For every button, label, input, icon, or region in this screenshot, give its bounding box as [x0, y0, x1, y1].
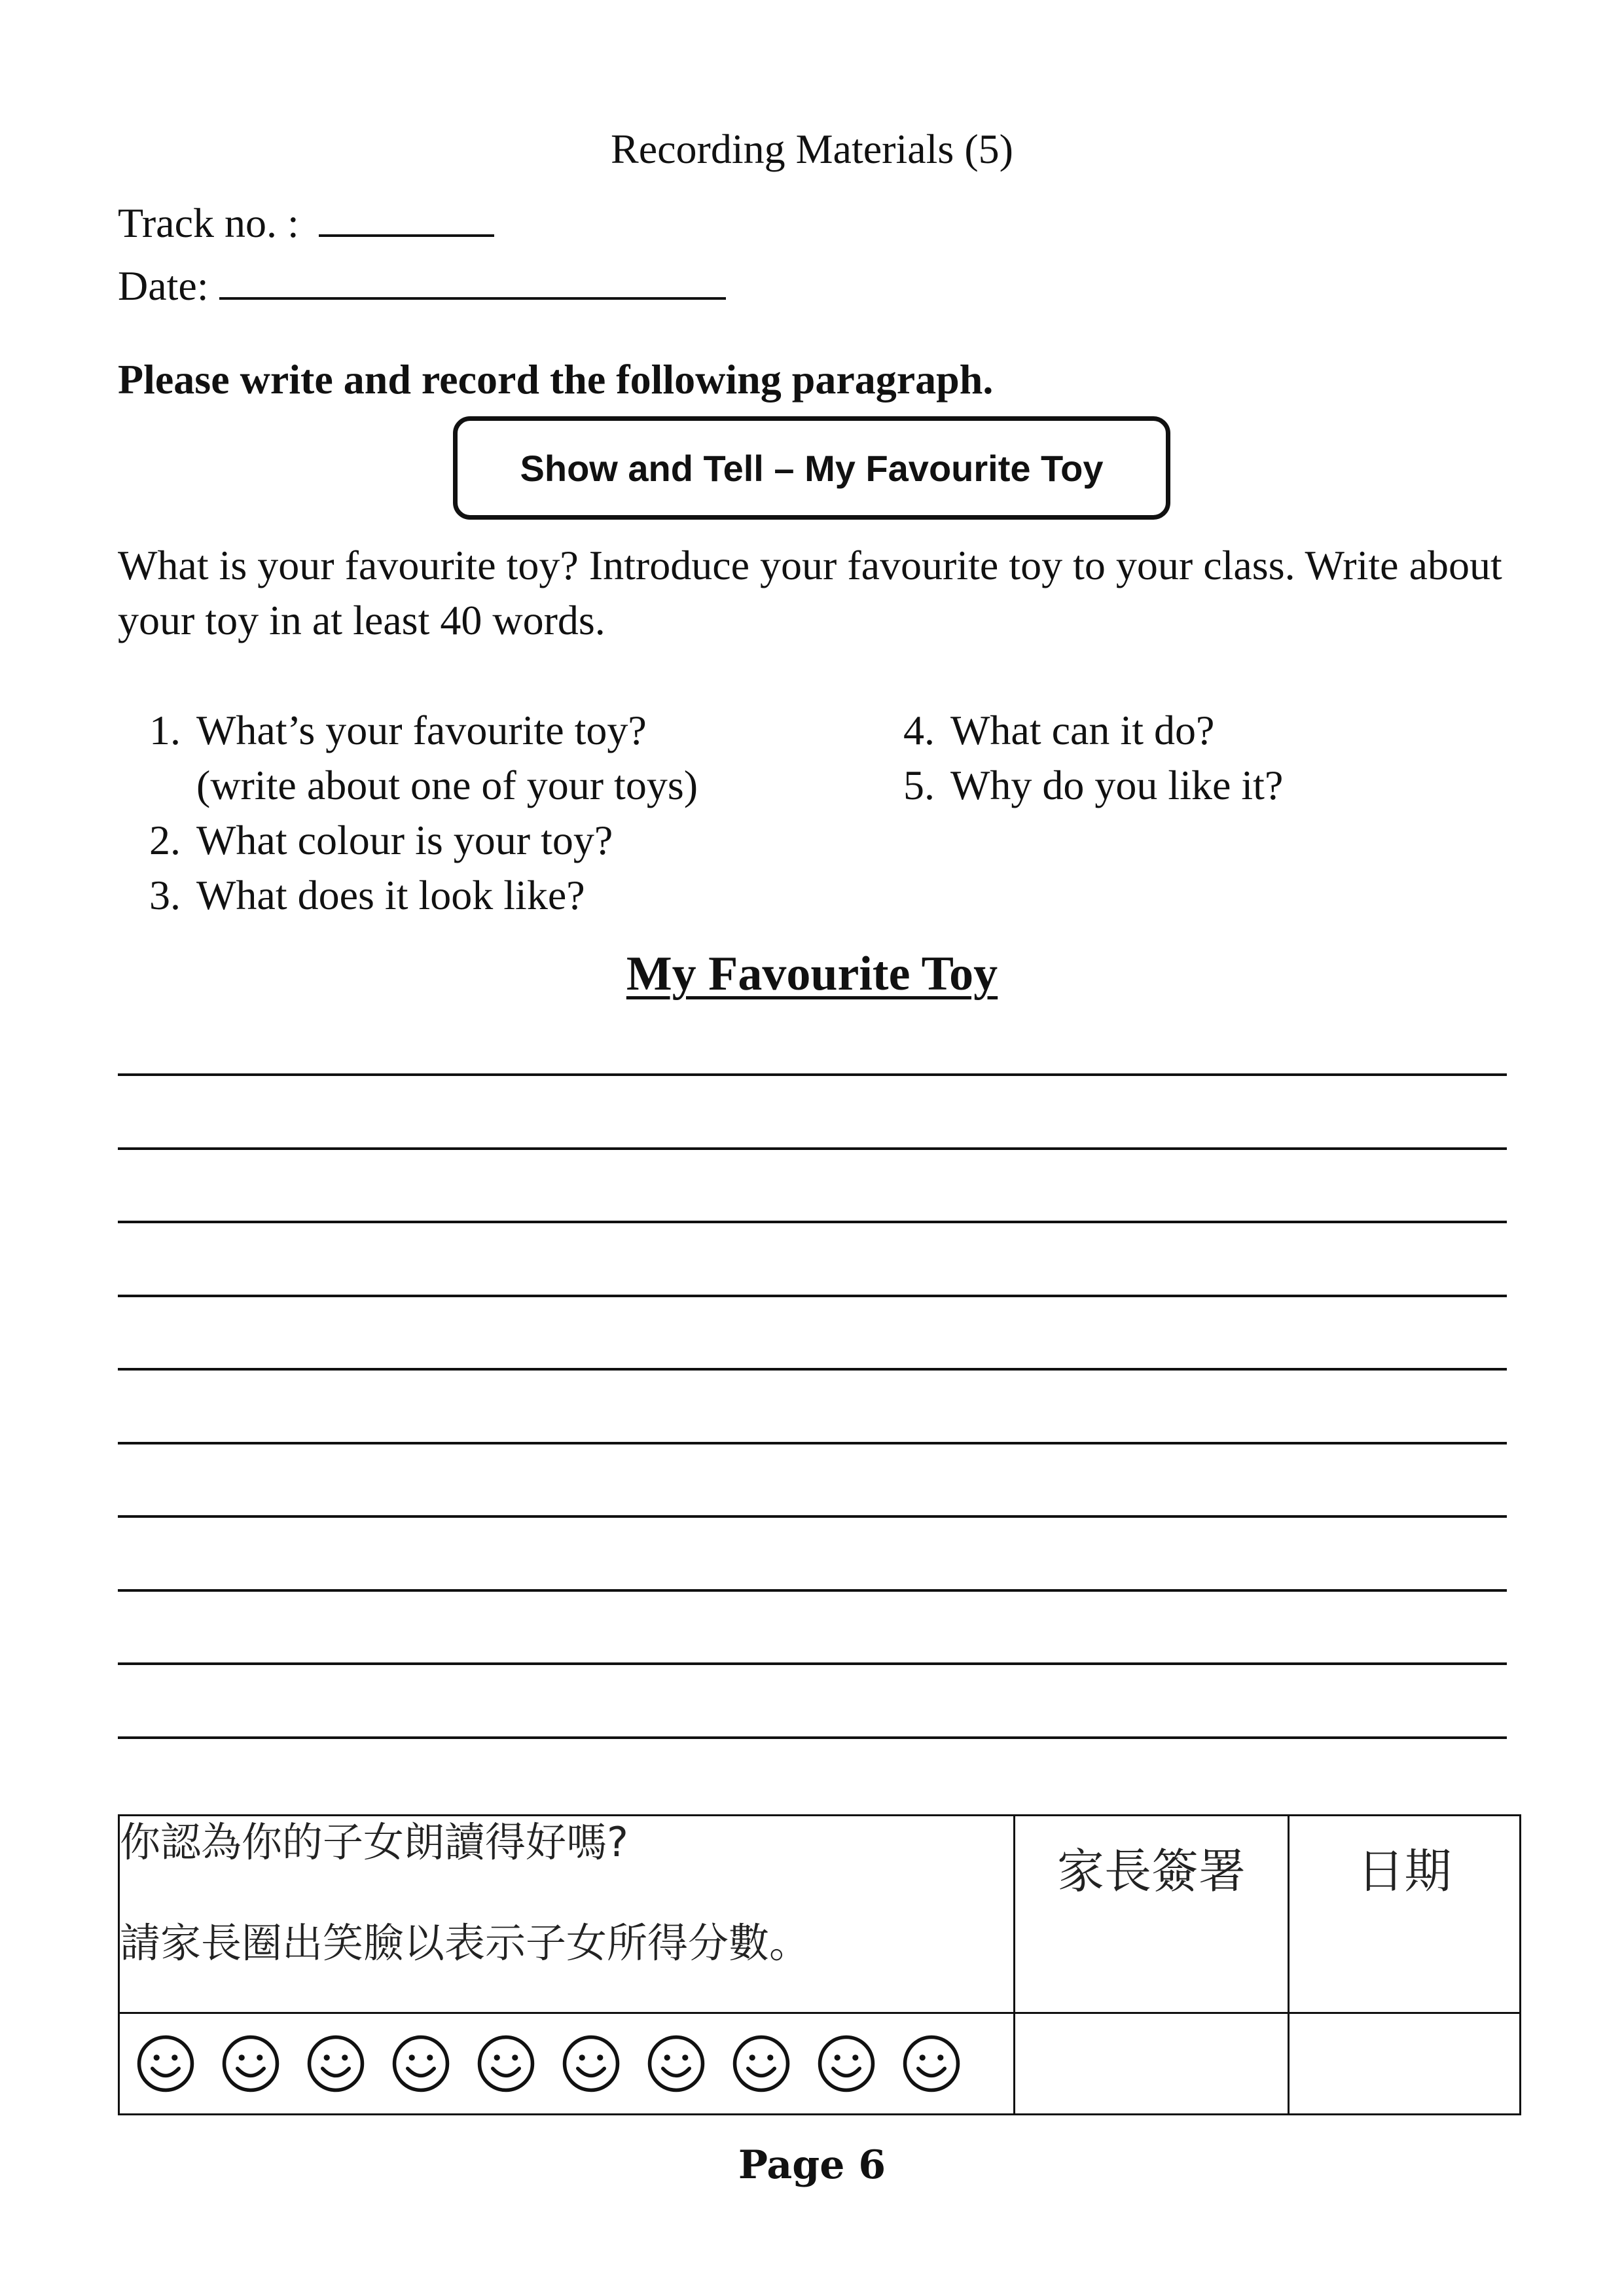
writing-line[interactable]: [118, 1295, 1507, 1297]
date-field: [118, 257, 726, 312]
question-text: What does it look like?: [196, 872, 585, 918]
question-number: 2.: [149, 817, 181, 863]
topic-box: [453, 416, 1170, 520]
parent-signature-table: [118, 1814, 1521, 2115]
date-cell[interactable]: [1289, 2013, 1521, 2115]
smiley-face-icon[interactable]: [476, 2034, 536, 2094]
question-number: 1.: [149, 707, 181, 753]
question-text: Why do you like it?: [950, 762, 1284, 808]
smiley-face-icon[interactable]: [901, 2034, 962, 2094]
question-number: 3.: [149, 872, 181, 918]
question-text: What can it do?: [950, 707, 1215, 753]
writing-line[interactable]: [118, 1221, 1507, 1223]
date-input-line[interactable]: [219, 257, 726, 300]
track-number-field: [118, 194, 494, 249]
essay-title: My Favourite Toy: [626, 947, 998, 1001]
question-text: What’s your favourite toy?: [196, 707, 647, 753]
track-number-label: Track no. :: [118, 200, 299, 246]
topic-box-label: Show and Tell – My Favourite Toy: [520, 447, 1104, 489]
writing-line[interactable]: [118, 1368, 1507, 1371]
question-item-1: [118, 703, 647, 758]
smiley-face-icon[interactable]: [306, 2034, 366, 2094]
question-item-4: [872, 703, 1214, 758]
question-number: 5.: [903, 762, 935, 808]
question-text: What colour is your toy?: [196, 817, 613, 863]
question-number: 4.: [903, 707, 935, 753]
page-number: Page 6: [738, 2142, 886, 2188]
track-number-input-line[interactable]: [319, 194, 494, 237]
smiley-face-icon[interactable]: [135, 2034, 196, 2094]
writing-line[interactable]: [118, 1147, 1507, 1150]
writing-line[interactable]: [118, 1736, 1507, 1739]
signature-cell[interactable]: [1015, 2013, 1289, 2115]
page-title: Recording Materials (5): [611, 126, 1013, 172]
smiley-face-icon[interactable]: [816, 2034, 876, 2094]
smiley-face-icon[interactable]: [731, 2034, 791, 2094]
question-item-2: [118, 813, 613, 868]
smiley-face-icon[interactable]: [221, 2034, 281, 2094]
prompt-text: What is your favourite toy? Introduce your favourite toy to your class. Write about your toy in at least 40 words.: [118, 542, 1502, 643]
question-item-1-note: (write about one of your toys): [196, 762, 698, 808]
signature-header: 家長簽署: [1015, 1816, 1289, 2013]
parent-question-cell: [119, 1816, 1015, 2013]
smiley-rating-row: [119, 2013, 1015, 2115]
question-item-5: [872, 758, 1283, 813]
writing-line[interactable]: [118, 1589, 1507, 1592]
smiley-face-icon[interactable]: [561, 2034, 621, 2094]
smiley-face-icon[interactable]: [646, 2034, 706, 2094]
writing-line[interactable]: [118, 1515, 1507, 1518]
date-label: Date:: [118, 262, 209, 309]
writing-line[interactable]: [118, 1662, 1507, 1665]
parent-question-text: 你認為你的子女朗讀得好嗎?: [120, 1818, 628, 1866]
parent-instruction-text: 請家長圈出笑臉以表示子女所得分數。: [120, 1919, 810, 1967]
instruction-text: Please write and record the following paragraph.: [118, 356, 994, 403]
writing-line[interactable]: [118, 1073, 1507, 1076]
date-header: 日期: [1289, 1816, 1521, 2013]
question-item-3: [118, 868, 585, 923]
writing-line[interactable]: [118, 1442, 1507, 1444]
smiley-face-icon[interactable]: [391, 2034, 451, 2094]
